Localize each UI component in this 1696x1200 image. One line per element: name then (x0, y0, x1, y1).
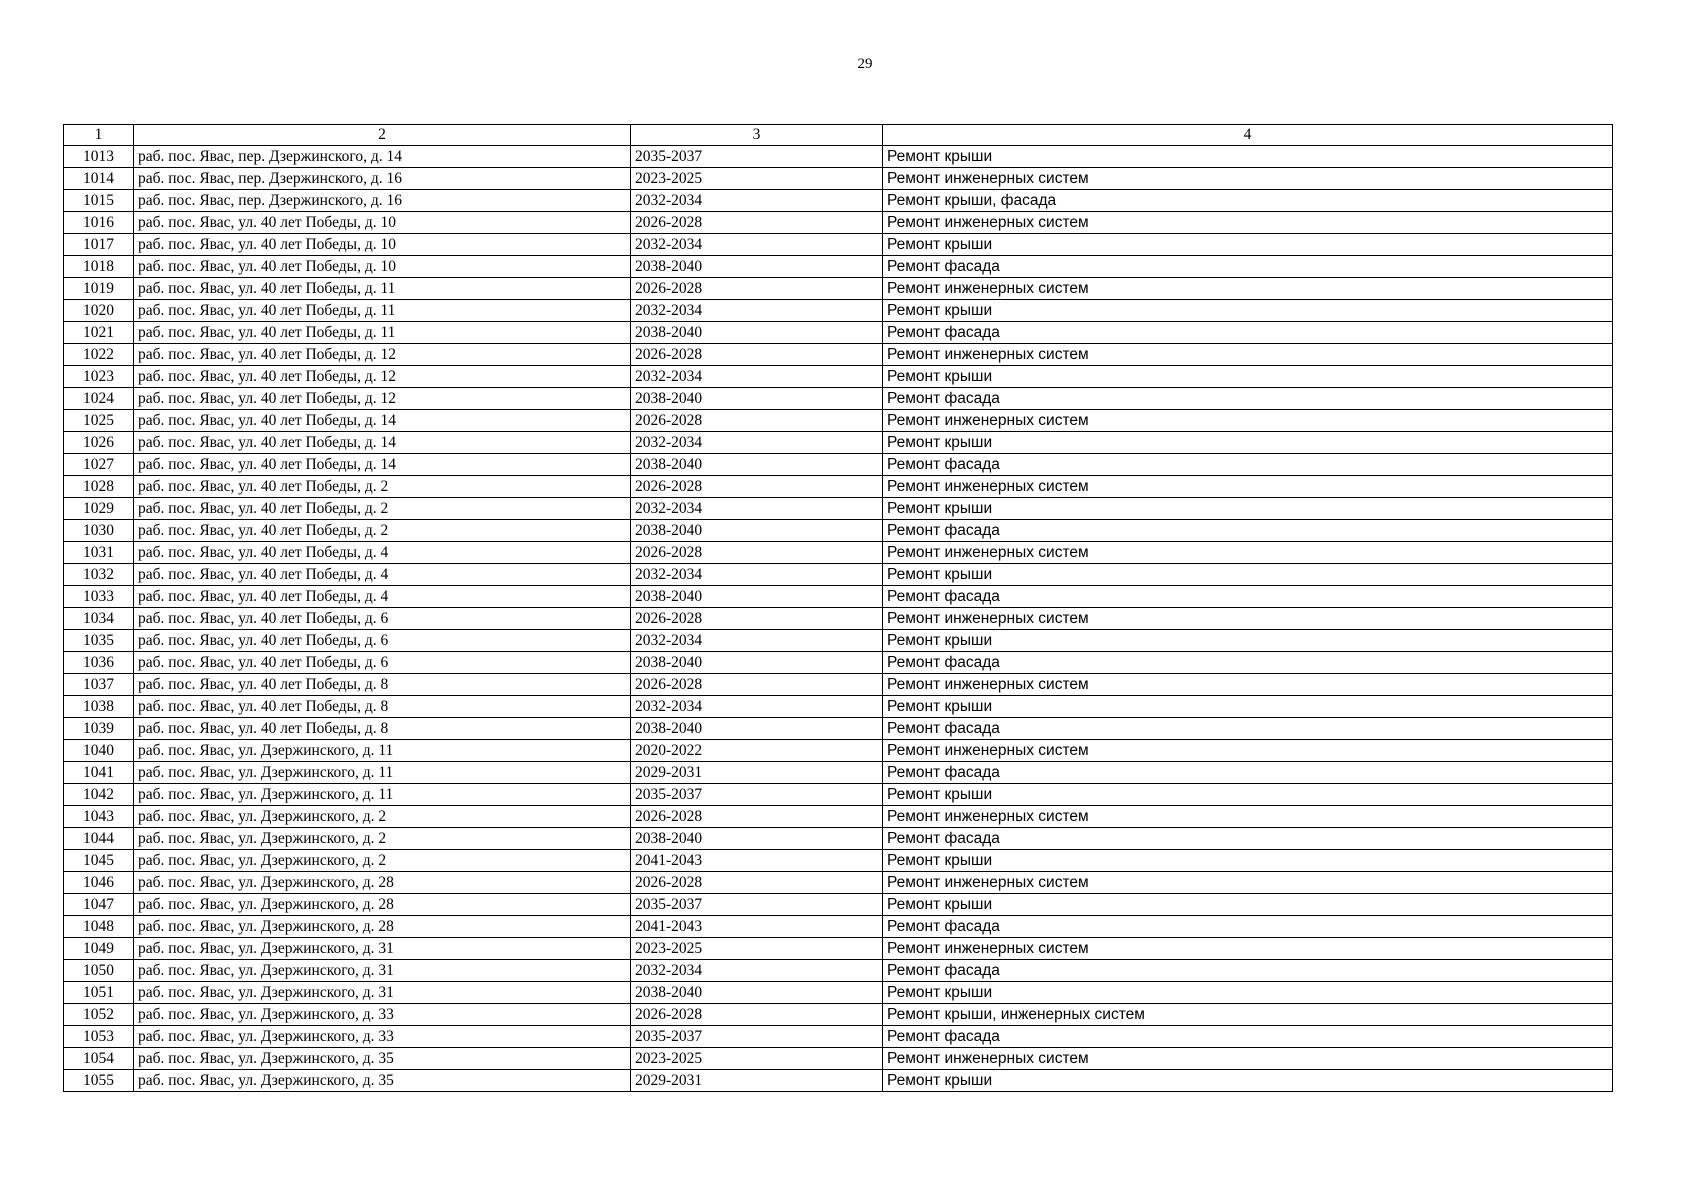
row-number-cell: 1019 (64, 278, 134, 300)
address-cell: раб. пос. Явас, ул. 40 лет Победы, д. 12 (134, 344, 631, 366)
work-type-cell: Ремонт крыши (883, 146, 1613, 168)
row-number-cell: 1048 (64, 916, 134, 938)
table-row (64, 564, 1613, 586)
address-cell: раб. пос. Явас, ул. Дзержинского, д. 11 (134, 762, 631, 784)
row-number-cell: 1039 (64, 718, 134, 740)
table-row (64, 212, 1613, 234)
table-row (64, 476, 1613, 498)
table-row (64, 586, 1613, 608)
work-type-cell: Ремонт инженерных систем (883, 674, 1613, 696)
address-cell: раб. пос. Явас, ул. 40 лет Победы, д. 12 (134, 388, 631, 410)
table-row (64, 1026, 1613, 1048)
work-type-cell: Ремонт крыши (883, 982, 1613, 1004)
address-cell: раб. пос. Явас, ул. 40 лет Победы, д. 6 (134, 608, 631, 630)
work-type-cell: Ремонт крыши (883, 1070, 1613, 1092)
row-number-cell: 1034 (64, 608, 134, 630)
row-number-cell: 1041 (64, 762, 134, 784)
address-cell: раб. пос. Явас, ул. Дзержинского, д. 28 (134, 894, 631, 916)
address-cell: раб. пос. Явас, пер. Дзержинского, д. 16 (134, 168, 631, 190)
period-cell: 2035-2037 (631, 1026, 883, 1048)
work-type-cell: Ремонт крыши (883, 696, 1613, 718)
row-number-cell: 1022 (64, 344, 134, 366)
table-row (64, 718, 1613, 740)
address-cell: раб. пос. Явас, ул. 40 лет Победы, д. 6 (134, 652, 631, 674)
table-row (64, 850, 1613, 872)
address-cell: раб. пос. Явас, ул. 40 лет Победы, д. 14 (134, 454, 631, 476)
period-cell: 2041-2043 (631, 916, 883, 938)
row-number-cell: 1026 (64, 432, 134, 454)
row-number-cell: 1040 (64, 740, 134, 762)
work-type-cell: Ремонт инженерных систем (883, 740, 1613, 762)
period-cell: 2032-2034 (631, 366, 883, 388)
table-row (64, 300, 1613, 322)
table-row (64, 916, 1613, 938)
table-header-row (64, 125, 1613, 146)
address-cell: раб. пос. Явас, ул. Дзержинского, д. 28 (134, 872, 631, 894)
period-cell: 2026-2028 (631, 212, 883, 234)
page-number: 29 (857, 56, 873, 72)
period-cell: 2023-2025 (631, 168, 883, 190)
repair-schedule-table (63, 124, 1613, 1092)
table-row (64, 784, 1613, 806)
table-row (64, 608, 1613, 630)
work-type-cell: Ремонт инженерных систем (883, 476, 1613, 498)
row-number-cell: 1035 (64, 630, 134, 652)
period-cell: 2038-2040 (631, 322, 883, 344)
work-type-cell: Ремонт фасада (883, 960, 1613, 982)
work-type-cell: Ремонт инженерных систем (883, 806, 1613, 828)
table-row (64, 762, 1613, 784)
row-number-cell: 1032 (64, 564, 134, 586)
row-number-cell: 1042 (64, 784, 134, 806)
period-cell: 2029-2031 (631, 762, 883, 784)
work-type-cell: Ремонт фасада (883, 718, 1613, 740)
table-row (64, 146, 1613, 168)
address-cell: раб. пос. Явас, ул. 40 лет Победы, д. 11 (134, 322, 631, 344)
row-number-cell: 1038 (64, 696, 134, 718)
address-cell: раб. пос. Явас, пер. Дзержинского, д. 14 (134, 146, 631, 168)
row-number-cell: 1024 (64, 388, 134, 410)
table-row (64, 322, 1613, 344)
table-row (64, 410, 1613, 432)
address-cell: раб. пос. Явас, ул. 40 лет Победы, д. 8 (134, 718, 631, 740)
work-type-cell: Ремонт крыши (883, 300, 1613, 322)
address-cell: раб. пос. Явас, ул. Дзержинского, д. 11 (134, 784, 631, 806)
table-row (64, 982, 1613, 1004)
row-number-cell: 1016 (64, 212, 134, 234)
table-row (64, 256, 1613, 278)
period-cell: 2032-2034 (631, 234, 883, 256)
table-row (64, 696, 1613, 718)
address-cell: раб. пос. Явас, ул. Дзержинского, д. 28 (134, 916, 631, 938)
row-number-cell: 1017 (64, 234, 134, 256)
period-cell: 2026-2028 (631, 608, 883, 630)
address-cell: раб. пос. Явас, ул. 40 лет Победы, д. 2 (134, 520, 631, 542)
work-type-cell: Ремонт инженерных систем (883, 278, 1613, 300)
table-row (64, 542, 1613, 564)
work-type-cell: Ремонт инженерных систем (883, 212, 1613, 234)
table-row (64, 1070, 1613, 1092)
table-row (64, 190, 1613, 212)
period-cell: 2026-2028 (631, 872, 883, 894)
address-cell: раб. пос. Явас, ул. 40 лет Победы, д. 10 (134, 212, 631, 234)
address-cell: раб. пос. Явас, ул. 40 лет Победы, д. 6 (134, 630, 631, 652)
address-cell: раб. пос. Явас, ул. Дзержинского, д. 33 (134, 1026, 631, 1048)
period-cell: 2029-2031 (631, 1070, 883, 1092)
work-type-cell: Ремонт инженерных систем (883, 410, 1613, 432)
row-number-cell: 1020 (64, 300, 134, 322)
table-row (64, 1048, 1613, 1070)
period-cell: 2038-2040 (631, 586, 883, 608)
period-cell: 2038-2040 (631, 388, 883, 410)
address-cell: раб. пос. Явас, ул. 40 лет Победы, д. 4 (134, 564, 631, 586)
period-cell: 2032-2034 (631, 190, 883, 212)
address-cell: раб. пос. Явас, ул. Дзержинского, д. 35 (134, 1048, 631, 1070)
work-type-cell: Ремонт инженерных систем (883, 344, 1613, 366)
period-cell: 2038-2040 (631, 718, 883, 740)
address-cell: раб. пос. Явас, ул. 40 лет Победы, д. 2 (134, 498, 631, 520)
work-type-cell: Ремонт фасада (883, 586, 1613, 608)
period-cell: 2032-2034 (631, 630, 883, 652)
period-cell: 2023-2025 (631, 938, 883, 960)
work-type-cell: Ремонт крыши (883, 234, 1613, 256)
table-row (64, 806, 1613, 828)
table-row (64, 630, 1613, 652)
address-cell: раб. пос. Явас, ул. 40 лет Победы, д. 14 (134, 410, 631, 432)
period-cell: 2026-2028 (631, 278, 883, 300)
work-type-cell: Ремонт крыши, фасада (883, 190, 1613, 212)
row-number-cell: 1013 (64, 146, 134, 168)
period-cell: 2038-2040 (631, 520, 883, 542)
period-cell: 2032-2034 (631, 300, 883, 322)
row-number-cell: 1018 (64, 256, 134, 278)
work-type-cell: Ремонт инженерных систем (883, 872, 1613, 894)
work-type-cell: Ремонт крыши (883, 784, 1613, 806)
address-cell: раб. пос. Явас, ул. Дзержинского, д. 33 (134, 1004, 631, 1026)
row-number-cell: 1044 (64, 828, 134, 850)
period-cell: 2035-2037 (631, 894, 883, 916)
address-cell: раб. пос. Явас, пер. Дзержинского, д. 16 (134, 190, 631, 212)
table-row (64, 234, 1613, 256)
period-cell: 2032-2034 (631, 696, 883, 718)
row-number-cell: 1046 (64, 872, 134, 894)
address-cell: раб. пос. Явас, ул. 40 лет Победы, д. 11 (134, 300, 631, 322)
address-cell: раб. пос. Явас, ул. 40 лет Победы, д. 4 (134, 586, 631, 608)
row-number-cell: 1047 (64, 894, 134, 916)
table-row (64, 366, 1613, 388)
period-cell: 2026-2028 (631, 1004, 883, 1026)
work-type-cell: Ремонт фасада (883, 454, 1613, 476)
row-number-cell: 1030 (64, 520, 134, 542)
row-number-cell: 1029 (64, 498, 134, 520)
table-row (64, 454, 1613, 476)
table-row (64, 344, 1613, 366)
address-cell: раб. пос. Явас, ул. Дзержинского, д. 31 (134, 982, 631, 1004)
address-cell: раб. пос. Явас, ул. Дзержинского, д. 2 (134, 850, 631, 872)
row-number-cell: 1037 (64, 674, 134, 696)
work-type-cell: Ремонт инженерных систем (883, 608, 1613, 630)
work-type-cell: Ремонт крыши (883, 850, 1613, 872)
row-number-cell: 1052 (64, 1004, 134, 1026)
table-row (64, 938, 1613, 960)
address-cell: раб. пос. Явас, ул. Дзержинского, д. 2 (134, 828, 631, 850)
period-cell: 2026-2028 (631, 476, 883, 498)
period-cell: 2032-2034 (631, 432, 883, 454)
period-cell: 2041-2043 (631, 850, 883, 872)
work-type-cell: Ремонт фасада (883, 916, 1613, 938)
row-number-cell: 1023 (64, 366, 134, 388)
period-cell: 2026-2028 (631, 806, 883, 828)
work-type-cell: Ремонт крыши (883, 564, 1613, 586)
period-cell: 2026-2028 (631, 542, 883, 564)
address-cell: раб. пос. Явас, ул. Дзержинского, д. 35 (134, 1070, 631, 1092)
table-row (64, 828, 1613, 850)
work-type-cell: Ремонт фасада (883, 762, 1613, 784)
row-number-cell: 1049 (64, 938, 134, 960)
row-number-cell: 1045 (64, 850, 134, 872)
work-type-cell: Ремонт фасада (883, 828, 1613, 850)
work-type-cell: Ремонт фасада (883, 256, 1613, 278)
table-row (64, 674, 1613, 696)
table-row (64, 740, 1613, 762)
address-cell: раб. пос. Явас, ул. Дзержинского, д. 31 (134, 960, 631, 982)
address-cell: раб. пос. Явас, ул. 40 лет Победы, д. 11 (134, 278, 631, 300)
period-cell: 2020-2022 (631, 740, 883, 762)
table-row (64, 894, 1613, 916)
row-number-cell: 1054 (64, 1048, 134, 1070)
work-type-cell: Ремонт крыши (883, 630, 1613, 652)
table-body (64, 146, 1613, 1092)
work-type-cell: Ремонт фасада (883, 520, 1613, 542)
row-number-cell: 1050 (64, 960, 134, 982)
row-number-cell: 1036 (64, 652, 134, 674)
period-cell: 2026-2028 (631, 344, 883, 366)
work-type-cell: Ремонт инженерных систем (883, 1048, 1613, 1070)
column-header-3: 3 (631, 125, 883, 146)
period-cell: 2035-2037 (631, 784, 883, 806)
work-type-cell: Ремонт крыши, инженерных систем (883, 1004, 1613, 1026)
work-type-cell: Ремонт крыши (883, 894, 1613, 916)
row-number-cell: 1015 (64, 190, 134, 212)
period-cell: 2026-2028 (631, 410, 883, 432)
column-header-4: 4 (883, 125, 1613, 146)
row-number-cell: 1027 (64, 454, 134, 476)
address-cell: раб. пос. Явас, ул. 40 лет Победы, д. 8 (134, 696, 631, 718)
period-cell: 2038-2040 (631, 454, 883, 476)
table-row (64, 388, 1613, 410)
table-row (64, 652, 1613, 674)
period-cell: 2038-2040 (631, 982, 883, 1004)
work-type-cell: Ремонт фасада (883, 322, 1613, 344)
row-number-cell: 1031 (64, 542, 134, 564)
row-number-cell: 1051 (64, 982, 134, 1004)
address-cell: раб. пос. Явас, ул. 40 лет Победы, д. 10 (134, 234, 631, 256)
table-row (64, 872, 1613, 894)
row-number-cell: 1014 (64, 168, 134, 190)
row-number-cell: 1028 (64, 476, 134, 498)
address-cell: раб. пос. Явас, ул. 40 лет Победы, д. 12 (134, 366, 631, 388)
table-row (64, 278, 1613, 300)
address-cell: раб. пос. Явас, ул. Дзержинского, д. 31 (134, 938, 631, 960)
table-row (64, 168, 1613, 190)
address-cell: раб. пос. Явас, ул. 40 лет Победы, д. 4 (134, 542, 631, 564)
period-cell: 2038-2040 (631, 256, 883, 278)
work-type-cell: Ремонт крыши (883, 498, 1613, 520)
period-cell: 2032-2034 (631, 498, 883, 520)
period-cell: 2023-2025 (631, 1048, 883, 1070)
row-number-cell: 1053 (64, 1026, 134, 1048)
row-number-cell: 1043 (64, 806, 134, 828)
table-row (64, 520, 1613, 542)
period-cell: 2032-2034 (631, 960, 883, 982)
table-row (64, 498, 1613, 520)
work-type-cell: Ремонт крыши (883, 366, 1613, 388)
work-type-cell: Ремонт фасада (883, 388, 1613, 410)
work-type-cell: Ремонт фасада (883, 1026, 1613, 1048)
work-type-cell: Ремонт крыши (883, 432, 1613, 454)
work-type-cell: Ремонт инженерных систем (883, 938, 1613, 960)
work-type-cell: Ремонт фасада (883, 652, 1613, 674)
period-cell: 2038-2040 (631, 828, 883, 850)
column-header-1: 1 (64, 125, 134, 146)
address-cell: раб. пос. Явас, ул. 40 лет Победы, д. 14 (134, 432, 631, 454)
address-cell: раб. пос. Явас, ул. 40 лет Победы, д. 8 (134, 674, 631, 696)
address-cell: раб. пос. Явас, ул. 40 лет Победы, д. 10 (134, 256, 631, 278)
address-cell: раб. пос. Явас, ул. Дзержинского, д. 2 (134, 806, 631, 828)
row-number-cell: 1033 (64, 586, 134, 608)
address-cell: раб. пос. Явас, ул. Дзержинского, д. 11 (134, 740, 631, 762)
period-cell: 2032-2034 (631, 564, 883, 586)
period-cell: 2038-2040 (631, 652, 883, 674)
table-row (64, 432, 1613, 454)
period-cell: 2026-2028 (631, 674, 883, 696)
work-type-cell: Ремонт инженерных систем (883, 542, 1613, 564)
column-header-2: 2 (134, 125, 631, 146)
row-number-cell: 1021 (64, 322, 134, 344)
address-cell: раб. пос. Явас, ул. 40 лет Победы, д. 2 (134, 476, 631, 498)
period-cell: 2035-2037 (631, 146, 883, 168)
row-number-cell: 1055 (64, 1070, 134, 1092)
work-type-cell: Ремонт инженерных систем (883, 168, 1613, 190)
row-number-cell: 1025 (64, 410, 134, 432)
table-row (64, 960, 1613, 982)
table-row (64, 1004, 1613, 1026)
